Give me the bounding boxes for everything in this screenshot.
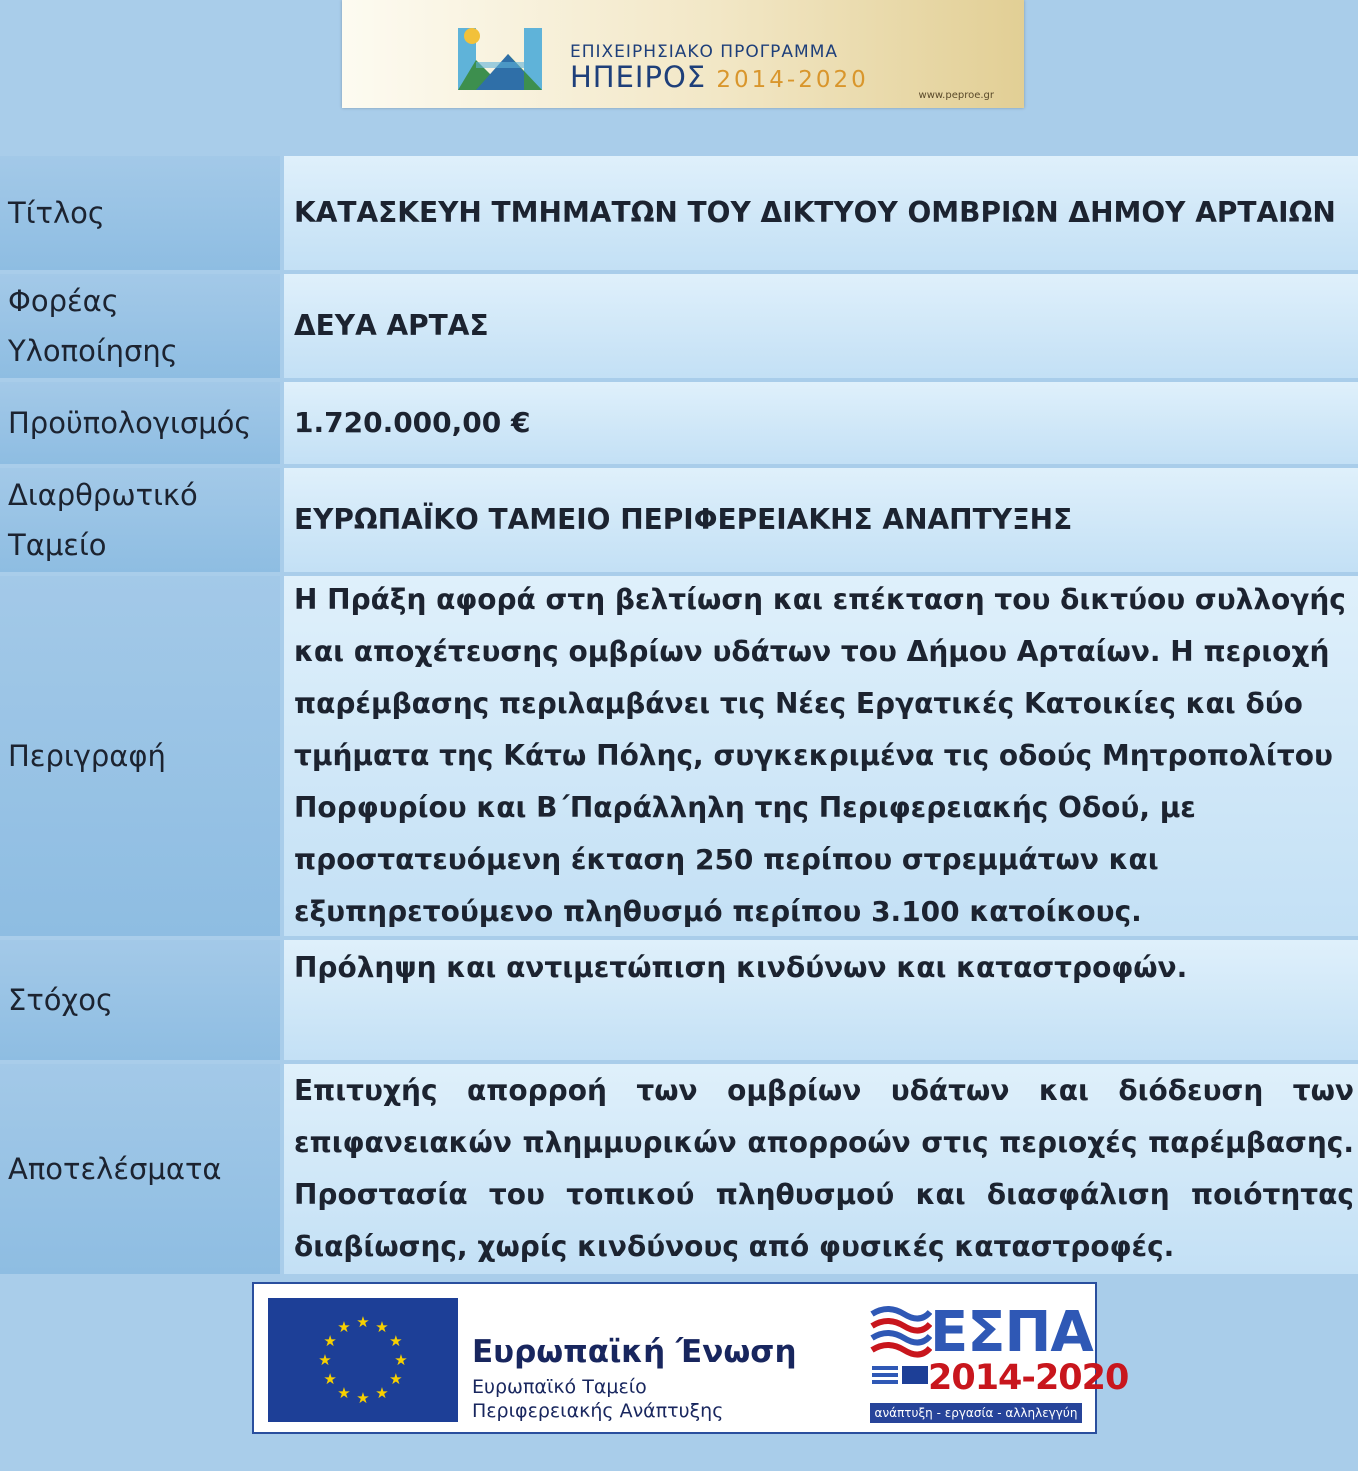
table-row-budget <box>0 382 1358 464</box>
row-label: Προϋπολογισμός <box>8 406 252 440</box>
label-cell <box>0 940 280 1060</box>
row-value: ΚΑΤΑΣΚΕΥΗ ΤΜΗΜΑΤΩΝ ΤΟΥ ΔΙΚΤΥΟΥ ΟΜΒΡΙΩΝ ΔΗΜΟΥ ΑΡΤΑΙΩΝ <box>294 196 1336 229</box>
eu-star-icon: ★ <box>323 1332 337 1350</box>
eu-star-icon: ★ <box>337 1383 351 1402</box>
banner-url: www.peproe.gr <box>918 90 994 101</box>
label-cell <box>0 274 280 378</box>
value-cell <box>284 468 1358 572</box>
banner-years: 2014-2020 <box>716 67 869 93</box>
value-cell <box>284 940 1358 1060</box>
label-cell <box>0 468 280 572</box>
banner-region: ΗΠΕΙΡΟΣ <box>570 60 707 94</box>
label-cell <box>0 1064 280 1274</box>
row-label: Τίτλος <box>8 196 105 230</box>
row-label: Φορέας Υλοποίησης <box>8 284 178 368</box>
eu-star-icon: ★ <box>356 1389 370 1407</box>
table-row-title <box>0 156 1358 270</box>
value-cell <box>284 156 1358 270</box>
espa-word: ΕΣΠΑ <box>930 1300 1093 1365</box>
label-cell <box>0 382 280 464</box>
banner-program-name <box>570 60 869 94</box>
eu-star-icon: ★ <box>389 1332 403 1350</box>
table-row-structural-fund <box>0 468 1358 572</box>
row-value: Επιτυχής απορροή των ομβρίων υδάτων και διόδευση των επιφανειακών πλημμυρικών απορροών στις περιοχές παρέμβασης. Προστασία του τοπικού πληθυσμού και διασφάλιση ποιότητας διαβίωσης, χωρίς κινδύνους από φυσικές καταστροφές. <box>294 1074 1354 1263</box>
eu-star-icon: ★ <box>323 1370 337 1388</box>
table-row-description <box>0 576 1358 936</box>
banner-program-label: ΕΠΙΧΕΙΡΗΣΙΑΚΟ ΠΡΟΓΡΑΜΜΑ <box>570 42 839 62</box>
row-value: Η Πράξη αφορά στη βελτίωση και επέκταση του δικτύου συλλογής και αποχέτευσης ομβρίων υδάτων του Δήμου Αρταίων. Η περιοχή παρέμβασης περιλαμβάνει τις Νέες Εργατικές Κατοικίες και δύο τμήματα της Κάτω Πόλης, συγκεκριμένα τις οδούς Μητροπολίτου Πορφυρίου και Β΄Παράλληλη της Περιφερειακής Οδού, με προστατευόμενη έκταση 250 περίπου στρεμμάτων και εξυπηρετούμενο πληθυσμό περίπου 3.100 κατοίκους. <box>294 583 1346 928</box>
espa-waves-icon <box>868 1302 932 1402</box>
eu-star-icon: ★ <box>389 1370 403 1388</box>
project-info-table <box>0 156 1358 1274</box>
epirus-mountain-logo <box>452 20 548 96</box>
row-label: Αποτελέσματα <box>8 1152 222 1186</box>
eu-star-icon: ★ <box>394 1351 408 1369</box>
table-row-implementing-body <box>0 274 1358 378</box>
label-cell <box>0 156 280 270</box>
eu-star-icon: ★ <box>375 1318 389 1337</box>
eu-star-icon: ★ <box>337 1318 351 1337</box>
eu-star-icon: ★ <box>375 1383 389 1402</box>
espa-years: 2014-2020 <box>928 1358 1129 1398</box>
value-cell <box>284 382 1358 464</box>
row-value: ΕΥΡΩΠΑΪΚΟ ΤΑΜΕΙΟ ΠΕΡΙΦΕΡΕΙΑΚΗΣ ΑΝΑΠΤΥΞΗΣ <box>294 503 1073 536</box>
espa-tagline: ανάπτυξη - εργασία - αλληλεγγύη <box>870 1403 1082 1423</box>
program-banner <box>342 0 1024 108</box>
eu-fund-line1: Ευρωπαϊκό Ταμείο <box>472 1376 647 1398</box>
espa-logo <box>866 1296 1129 1426</box>
row-label: Διαρθρωτικό Ταμείο <box>8 478 198 562</box>
row-value: Πρόληψη και αντιμετώπιση κινδύνων και καταστροφών. <box>294 951 1188 984</box>
row-label: Περιγραφή <box>8 739 166 773</box>
eu-fund-line2: Περιφερειακής Ανάπτυξης <box>472 1400 724 1422</box>
row-value: 1.720.000,00 € <box>294 406 531 439</box>
row-label: Στόχος <box>8 983 114 1017</box>
eu-title: Ευρωπαϊκή Ένωση <box>472 1334 797 1370</box>
table-row-objective <box>0 940 1358 1060</box>
value-cell <box>284 1064 1358 1274</box>
value-cell <box>284 576 1358 936</box>
eu-flag-icon <box>268 1298 458 1422</box>
funding-logos-box <box>252 1282 1129 1434</box>
value-cell <box>284 274 1358 378</box>
eu-star-icon: ★ <box>356 1313 370 1331</box>
label-cell <box>0 576 280 936</box>
eu-stars-icon <box>268 1298 458 1422</box>
eu-star-icon: ★ <box>318 1351 332 1369</box>
table-row-results <box>0 1064 1358 1274</box>
row-value: ΔΕΥΑ ΑΡΤΑΣ <box>294 309 489 342</box>
